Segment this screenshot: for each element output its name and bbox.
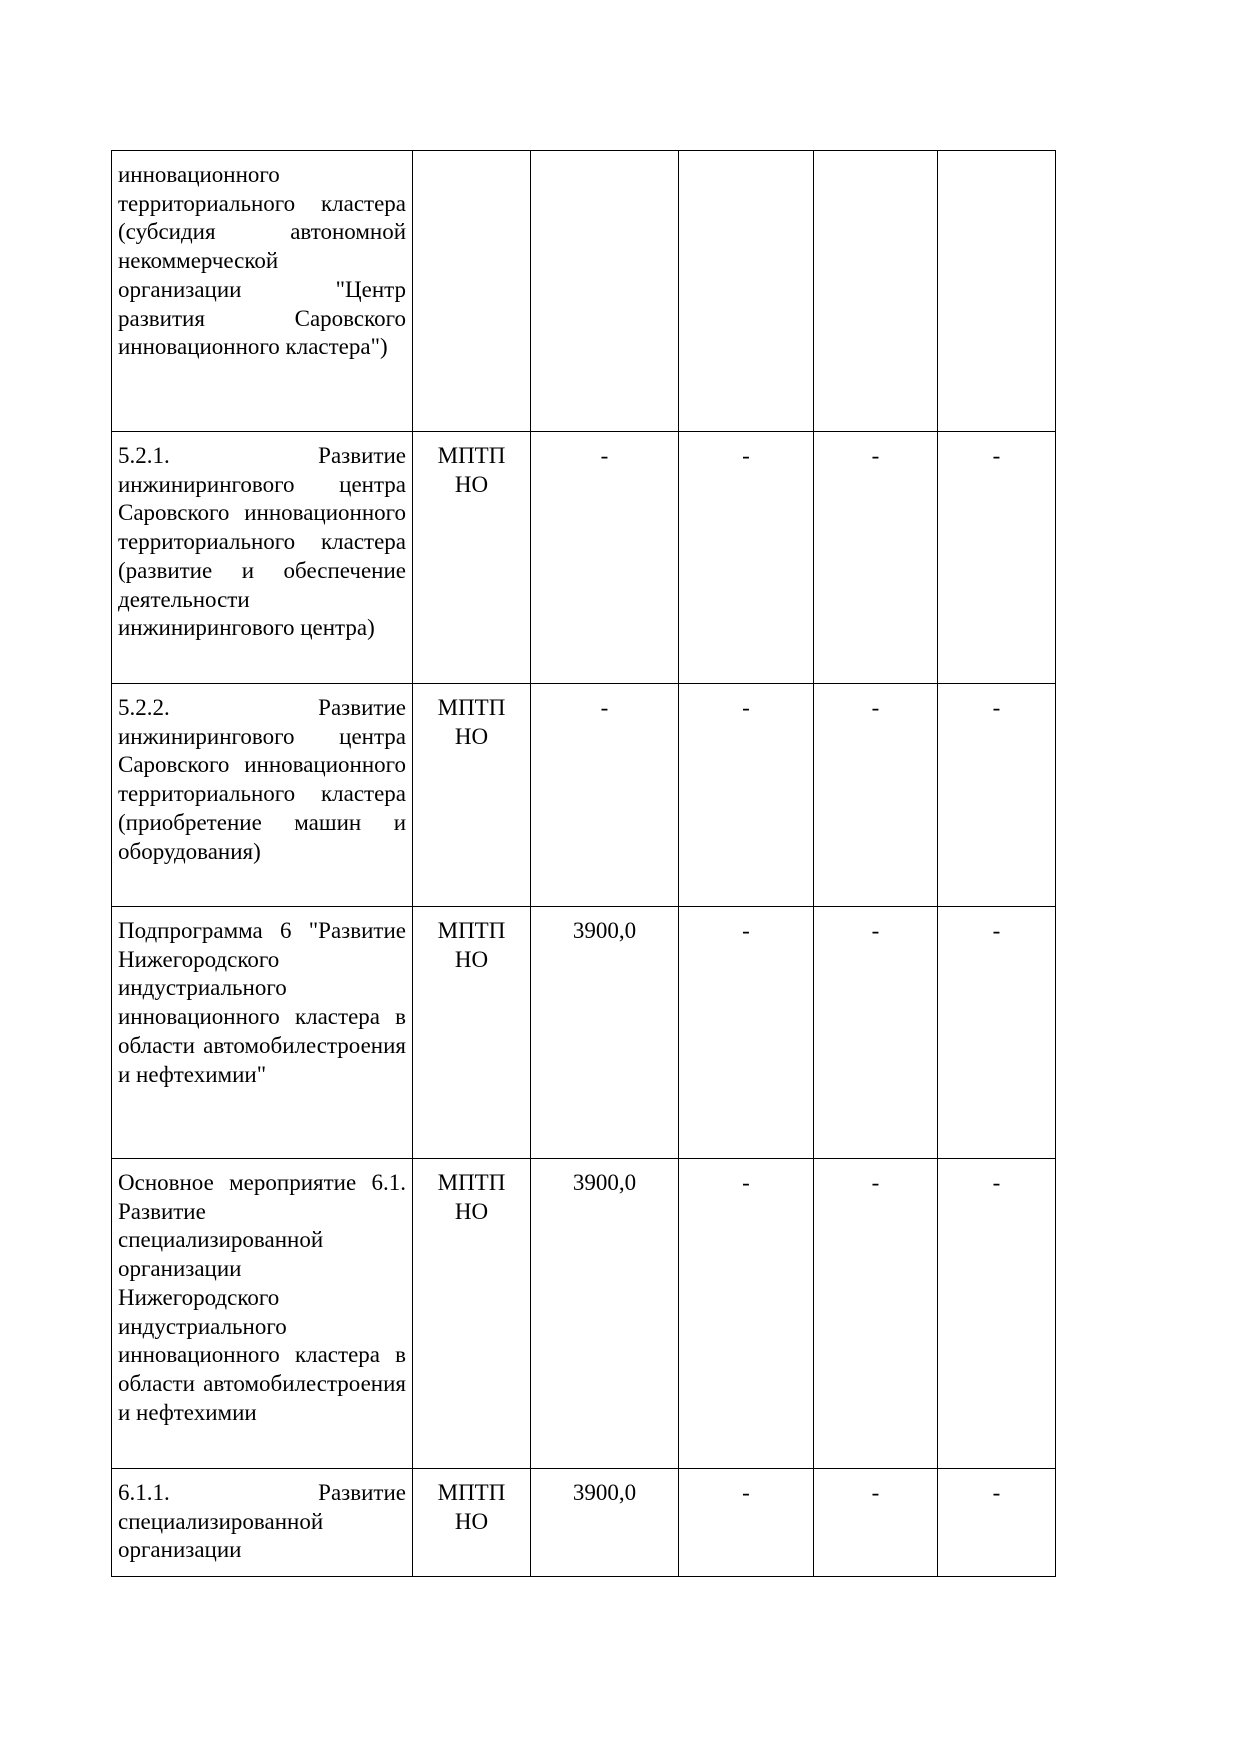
value-cell-1 [531,151,679,432]
measure-name: Подпрограмма 6 "Развитие Нижегородского индустриального инновационного кластера в области автомобилестроения и нефтехимии" [118,918,406,1087]
value-cell-3 [814,684,938,907]
executor: МПТП НО [437,1480,506,1534]
value-2: - [742,918,750,943]
value-cell-4 [938,684,1056,907]
measure-name-cell [112,432,413,684]
executor-cell [413,1469,531,1577]
measure-name: 5.2.1. Развитие инжинирингового центра Саровского инновационного территориального кластера (развитие и обеспечение деятельности инжинирингового центра) [118,443,406,641]
measure-name-cell [112,1469,413,1577]
value-cell-3 [814,151,938,432]
value-2: - [742,443,750,468]
value-cell-2 [679,1159,814,1469]
value-cell-4 [938,907,1056,1159]
value-cell-1 [531,684,679,907]
executor-cell [413,907,531,1159]
program-table [111,150,1056,1577]
value-2: - [742,1480,750,1505]
value-cell-4 [938,432,1056,684]
value-cell-3 [814,1159,938,1469]
value-4: - [992,1480,1001,1505]
table-row [112,1469,1056,1577]
value-cell-3 [814,432,938,684]
value-cell-2 [679,151,814,432]
value-3: - [871,1170,880,1195]
value-3: - [871,443,880,468]
value-cell-1 [531,1159,679,1469]
value-2: - [742,695,750,720]
value-cell-1 [531,1469,679,1577]
value-cell-4 [938,1159,1056,1469]
table-row [112,151,1056,432]
value-1: 3900,0 [572,1170,637,1195]
measure-name: 6.1.1. Развитие специализированной организации [118,1480,406,1563]
measure-name-cell [112,684,413,907]
value-4: - [992,918,1001,943]
measure-name: Основное мероприятие 6.1. Развитие специализированной организации Нижегородского индустриального инновационного кластера в области автомобилестроения и нефтехимии [118,1170,406,1425]
value-2: - [742,1170,750,1195]
measure-name: инновационного территориального кластера (субсидия автономной некоммерческой организации "Центр развития Саровского инновационного кластера") [118,162,406,360]
table-row [112,684,1056,907]
value-1: - [600,695,609,720]
executor: МПТП НО [437,918,506,972]
measure-name-cell [112,151,413,432]
value-1: - [600,443,609,468]
value-cell-4 [938,1469,1056,1577]
executor-cell [413,432,531,684]
executor: МПТП НО [437,695,506,749]
value-4: - [992,695,1001,720]
value-3: - [871,1480,880,1505]
measure-name: 5.2.2. Развитие инжинирингового центра Саровского инновационного территориального кластера (приобретение машин и оборудования) [118,695,406,864]
value-4: - [992,443,1001,468]
table-row [112,1159,1056,1469]
value-cell-3 [814,907,938,1159]
value-cell-4 [938,151,1056,432]
value-cell-3 [814,1469,938,1577]
executor: МПТП НО [437,1170,506,1224]
value-1: 3900,0 [572,1480,637,1505]
measure-name-cell [112,907,413,1159]
measure-name-cell [112,1159,413,1469]
value-cell-2 [679,1469,814,1577]
table-row [112,907,1056,1159]
value-cell-2 [679,684,814,907]
value-cell-2 [679,432,814,684]
table-row [112,432,1056,684]
executor: МПТП НО [437,443,506,497]
value-4: - [992,1170,1001,1195]
value-1: 3900,0 [572,918,637,943]
executor-cell [413,684,531,907]
value-3: - [871,695,880,720]
value-cell-1 [531,432,679,684]
executor-cell [413,151,531,432]
value-3: - [871,918,880,943]
value-cell-2 [679,907,814,1159]
value-cell-1 [531,907,679,1159]
executor-cell [413,1159,531,1469]
